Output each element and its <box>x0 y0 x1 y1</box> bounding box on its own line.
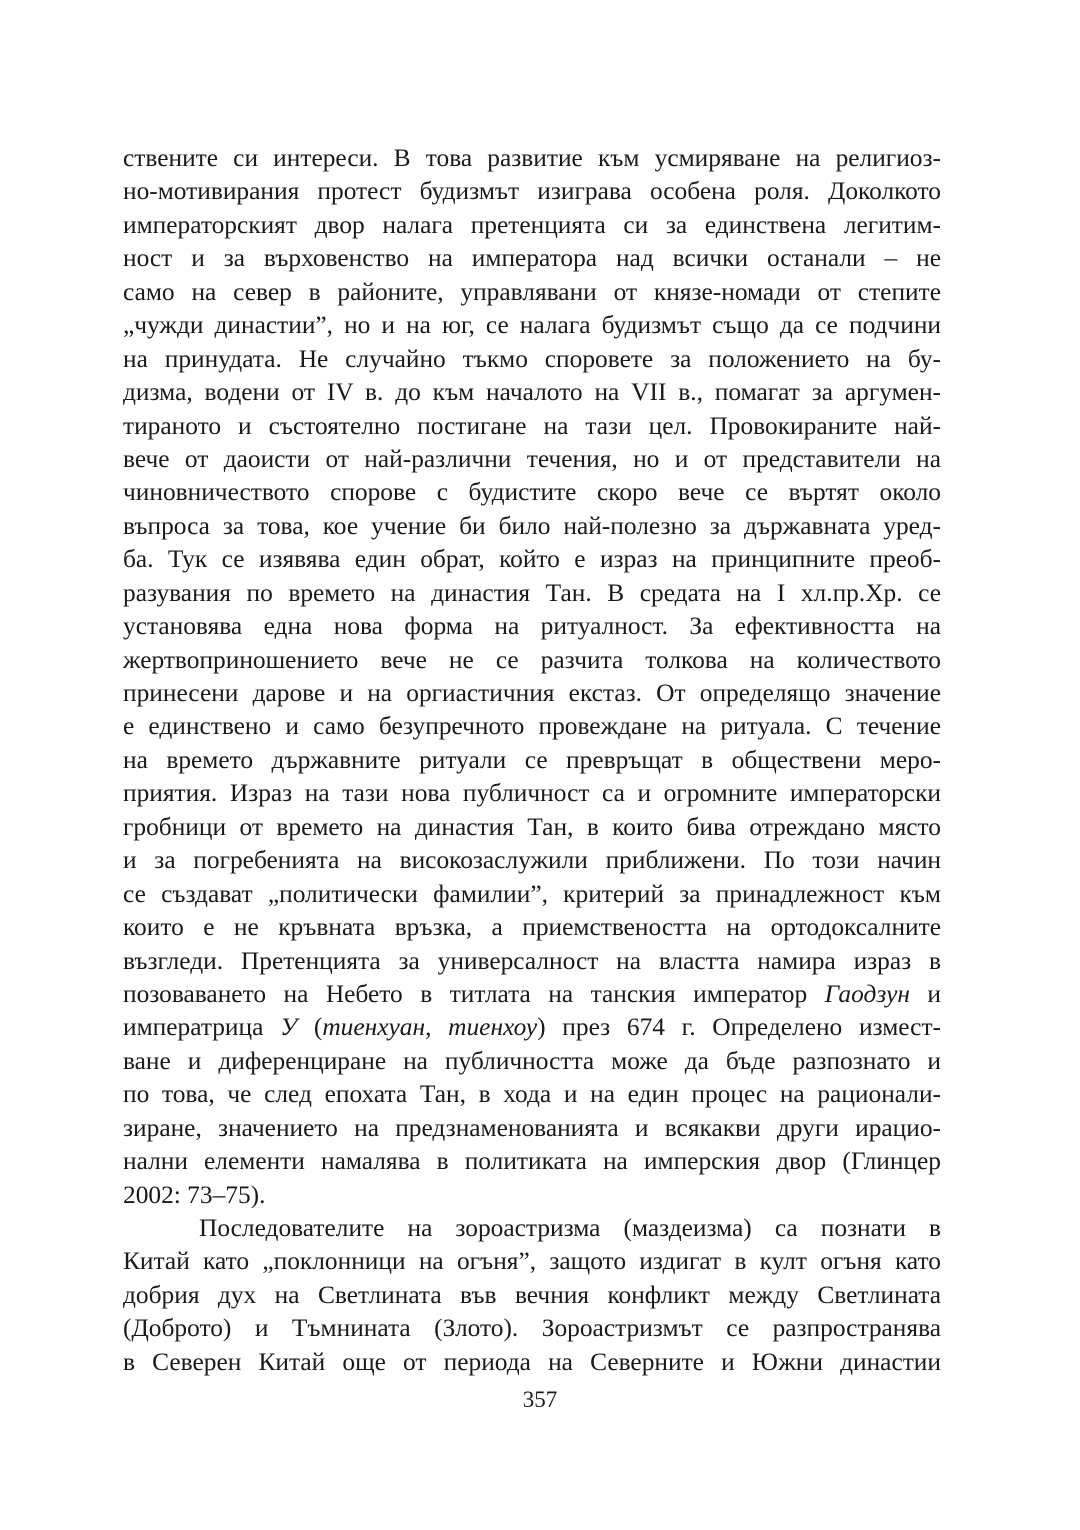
text-line: ба. Тук се изявява един обрат, който е израз на принципните преоб- <box>123 545 941 574</box>
text-line: гробници от времето на династия Тан, в които бива отреждано място <box>123 812 941 841</box>
italic-term: тиенхоу <box>448 1013 538 1042</box>
text-line: чиновничеството спорове с будистите скоро вече се въртят около <box>123 478 941 507</box>
text-line: ност и за върховенство на императора над всички останали – не <box>123 244 941 273</box>
text-line: приятия. Израз на тази нова публичност са и огромните императорски <box>123 779 941 808</box>
text-line: и за погребенията на високозаслужили приближени. По този начин <box>123 846 941 875</box>
page-number: 357 <box>522 1387 558 1412</box>
text-line: нални елементи намалява в политиката на имперския двор (Глинцер <box>123 1147 941 1176</box>
text-line: разувания по времето на династия Тан. В средата на I хл.пр.Хр. се <box>123 578 941 607</box>
text-line: които е не кръвната връзка, а приемствеността на ортодоксалните <box>123 913 941 942</box>
text-line: дизма, водени от IV в. до към началото на VII в., помагат за аргумен- <box>123 378 941 407</box>
paragraph-1 <box>123 142 941 1212</box>
italic-term: тиенхуан <box>322 1013 426 1042</box>
text-line: на времето държавните ритуали се превръщат в обществени меро- <box>123 745 941 774</box>
paragraph-2 <box>123 1212 941 1379</box>
italic-term: Гаодзун <box>824 979 910 1008</box>
text-line: възгледи. Претенцията за универсалност на властта намира израз в <box>123 946 941 975</box>
text-line: но-мотивирания протест будизмът изиграва особена роля. Доколкото <box>123 177 941 206</box>
text-line: Последователите на зороастризма (маздеизма) са познати в <box>199 1214 941 1242</box>
text-line: принесени дарове и на оргиастичния екстаз. От определящо значение <box>123 679 941 707</box>
text-line: „чужди династии”, но и на юг, се налага будизмът също да се подчини <box>123 311 941 340</box>
page-body <box>123 142 941 1379</box>
text-line: ване и диференциране на публичността може да бъде разпознато и <box>123 1046 941 1075</box>
text-line: в Северен Китай още от периода на Северните и Южни династии <box>123 1347 941 1376</box>
text-line: (Доброто) и Тъмнината (Злото). Зороастризмът се разпространява <box>123 1314 941 1343</box>
italic-term: У <box>280 1013 298 1042</box>
text-line: позоваването на Небето в титлата на танския император Гаодзун и <box>123 979 941 1008</box>
text-line: зиране, значението на предзнаменованията и всякакви други ирацио- <box>123 1113 941 1142</box>
text-line: установява една нова форма на ритуалност. За ефективността на <box>123 612 941 641</box>
text-line: добрия дух на Светлината във вечния конфликт между Светлината <box>123 1280 941 1309</box>
text-line: вече от даоисти от най-различни течения, но и от представители на <box>123 444 941 473</box>
text-line: на принудата. Не случайно тъкмо споровете за положението на бу- <box>123 344 941 373</box>
text-line: жертвоприношението вече не се разчита толкова на количеството <box>123 645 941 674</box>
text-line: е единствено и само безупречното провеждане на ритуала. С течение <box>123 712 941 741</box>
text-line: 2002: 73–75). <box>123 1180 266 1209</box>
text-line: само на север в районите, управлявани от князе-номади от степите <box>123 277 941 306</box>
text-line: ствените си интереси. В това развитие към усмиряване на религиоз- <box>123 144 941 172</box>
text-line: въпроса за това, кое учение би било най-полезно за държавната уред- <box>123 511 941 540</box>
text-line: Китай като „поклонници на огъня”, защото издигат в култ огъня като <box>123 1247 941 1276</box>
text-line: тираното и състоятелно постигане на тази цел. Провокираните най- <box>123 411 941 440</box>
text-line: се създават „политически фамилии”, критерий за принадлежност към <box>123 879 941 908</box>
text-line: императрица У (тиенхуан, тиенхоу) през 674 г. Определено измест- <box>123 1013 942 1042</box>
text-line: императорският двор налага претенцията си за единствена легитим- <box>123 210 941 239</box>
text-line: по това, че след епохата Тан, в хода и на един процес на рационали- <box>123 1080 941 1109</box>
